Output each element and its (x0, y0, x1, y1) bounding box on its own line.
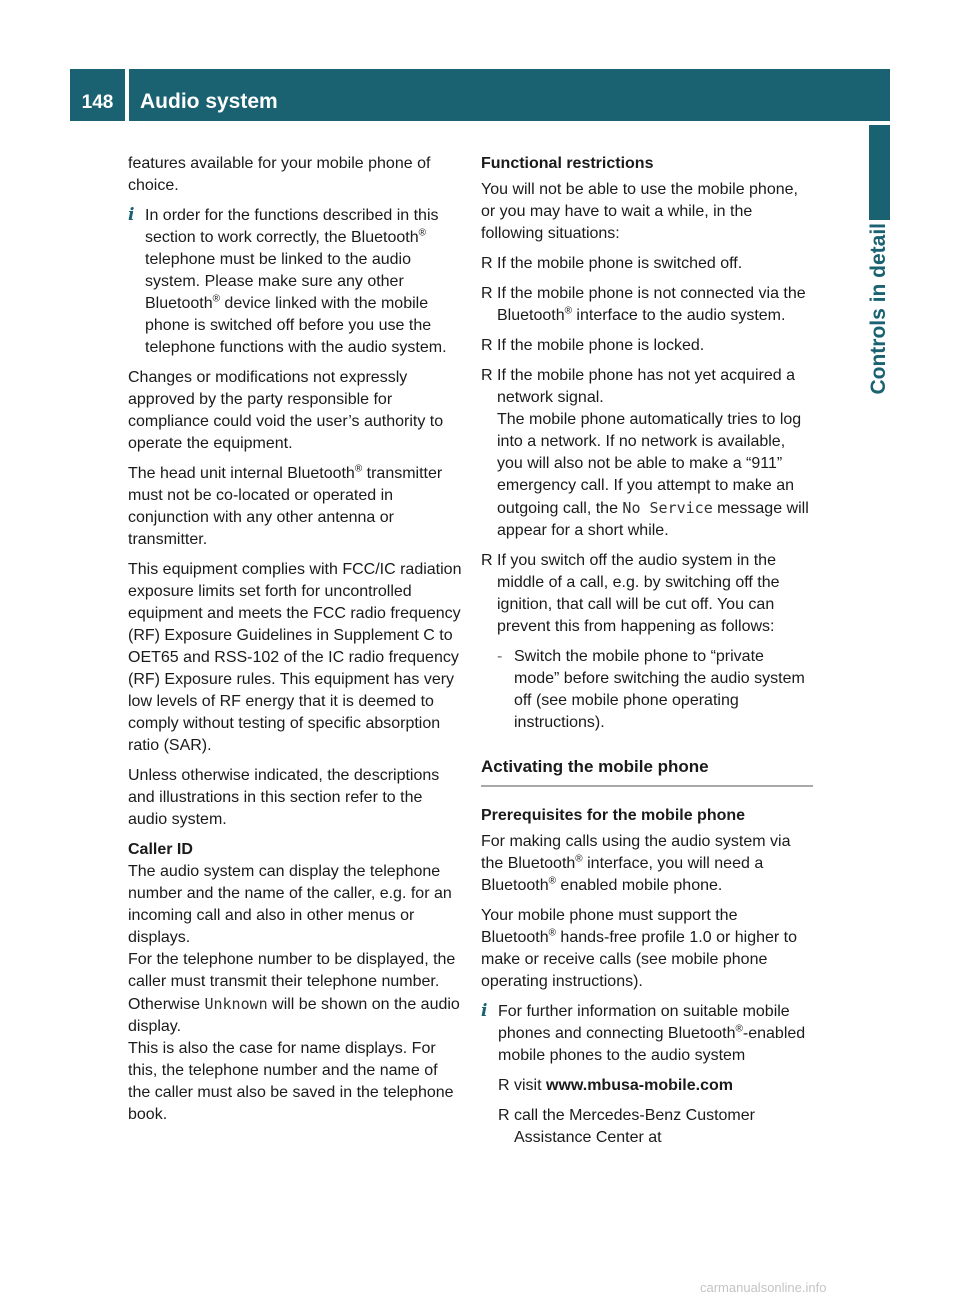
bullet-icon: R (481, 285, 493, 302)
bullet-icon: R (481, 255, 493, 272)
list-text: The mobile phone automatically tries to log into a network. If no network is available, you will also not be able to make a “911” emergency call. If you attempt to make an outgoing call, the (497, 411, 802, 517)
paragraph-text: hands-free profile 1.0 or higher to make or receive calls (see mobile phone operating instructions). (481, 929, 798, 990)
list-item (481, 253, 813, 275)
list-item (481, 335, 813, 357)
paragraph (128, 463, 462, 551)
registered-mark: ® (548, 927, 556, 939)
functional-restrictions-heading: Functional restrictions (481, 155, 654, 172)
info-text: For further information on suitable mobile phones and connecting Bluetooth (498, 1003, 790, 1042)
section-heading: Activating the mobile phone (481, 756, 813, 787)
list-text: call the Mercedes-Benz Customer Assistance Center at (514, 1107, 755, 1146)
list-text: visit (514, 1077, 546, 1094)
registered-mark: ® (548, 875, 556, 887)
watermark: carmanualsonline.info (700, 1280, 827, 1295)
paragraph: Changes or modifications not expressly approved by the party responsible for compliance could void the user’s authority to operate the equipment. (128, 369, 444, 452)
bullet-icon: R (498, 1107, 510, 1124)
display-text-no-service: No Service (622, 499, 713, 517)
paragraph: Unless otherwise indicated, the descriptions and illustrations in this section refer to the audio system. (128, 767, 440, 828)
info-text: -enabled mobile phones to the audio system (498, 1025, 806, 1064)
paragraph: features available for your mobile phone of choice. (128, 155, 431, 194)
list-item (498, 1075, 813, 1097)
list-text: If the mobile phone is locked. (497, 337, 705, 354)
list-text: message will appear for a short while. (497, 500, 809, 539)
prerequisites-heading: Prerequisites for the mobile phone (481, 807, 746, 824)
registered-mark: ® (735, 1023, 743, 1035)
list-text: If the mobile phone has not yet acquired a network signal. (497, 367, 795, 406)
info-text: device linked with the mobile phone is switched off before you use the telephone functions with the audio system. (145, 295, 447, 356)
website-link[interactable]: www.mbusa-mobile.com (546, 1077, 733, 1094)
paragraph-text: Your mobile phone must support the Bluetooth (481, 907, 738, 946)
paragraph-text: For the telephone number to be displayed, the caller must transmit their telephone number. Otherwise (128, 951, 456, 1013)
registered-mark: ® (354, 463, 363, 475)
info-icon: i (128, 205, 135, 225)
list-text: If the mobile phone is switched off. (497, 255, 743, 272)
bullet-icon: R (481, 337, 493, 354)
paragraph-text: transmitter must not be co-located or operated in conjunction with any other antenna or transmitter. (128, 465, 443, 548)
list-subparagraph (497, 409, 813, 542)
paragraph (481, 905, 813, 993)
list-text: Switch the mobile phone to “private mode” before switching the audio system off (see mobile phone operating instructions). (514, 648, 805, 731)
paragraph (128, 949, 462, 1038)
paragraph: You will not be able to use the mobile phone, or you may have to wait a while, in the following situations: (481, 181, 798, 242)
page-number: 148 (70, 69, 125, 121)
side-tab-label: Controls in detail (867, 223, 890, 395)
caller-id-heading: Caller ID (128, 841, 193, 858)
paragraph (481, 831, 813, 897)
list-text: If you switch off the audio system in the middle of a call, e.g. by switching off the ignition, that call will be cut off. You can prevent this from happening as follows: (497, 552, 780, 635)
paragraph: The audio system can display the telephone number and the name of the caller, e.g. for an incoming call and also in other menus or displays. (128, 863, 452, 946)
list-item (498, 1105, 813, 1149)
registered-mark: ® (564, 305, 572, 317)
paragraph-text: enabled mobile phone. (555, 877, 723, 894)
paragraph-text: will be shown on the audio display. (128, 996, 460, 1035)
paragraph-text: interface, you will need a Bluetooth (481, 855, 764, 894)
sub-list-item (481, 646, 813, 734)
display-text-unknown: Unknown (204, 995, 268, 1013)
list-item (481, 283, 813, 327)
registered-mark: ® (575, 853, 583, 865)
list-item (481, 365, 813, 542)
list-item (481, 550, 813, 638)
info-note (481, 1001, 813, 1149)
dash-icon: - (497, 648, 503, 665)
paragraph: This is also the case for name displays. For this, the telephone number and the name of the caller must also be saved in the telephone book. (128, 1040, 454, 1123)
info-text: In order for the functions described in this section to work correctly, the Bluetooth (145, 207, 439, 246)
paragraph: This equipment complies with FCC/IC radiation exposure limits set forth for uncontrolled equipment and meets the FCC radio frequency (RF) Exposure Guidelines in Supplement C to OET65 and RSS-102 of the IC radio frequency (RF) Exposure rules. This equipment has very low levels of RF energy that it is deemed to comply without testing of specific absorption ratio (SAR). (128, 561, 462, 754)
side-tab-marker (869, 125, 890, 220)
bullet-icon: R (498, 1077, 510, 1094)
page-title: Audio system (129, 69, 890, 121)
paragraph-text: The head unit internal Bluetooth (128, 465, 355, 482)
bullet-icon: R (481, 552, 493, 569)
right-column (481, 153, 813, 1157)
registered-mark: ® (418, 227, 426, 239)
info-note (128, 205, 462, 359)
paragraph-text: For making calls using the audio system via the Bluetooth (481, 833, 791, 872)
list-text: If the mobile phone is not connected via the Bluetooth (497, 285, 806, 324)
info-text: telephone must be linked to the audio system. Please make sure any other Bluetooth (145, 251, 411, 312)
info-icon: i (481, 1001, 488, 1021)
left-column (128, 153, 462, 1134)
bullet-icon: R (481, 367, 493, 384)
registered-mark: ® (212, 293, 220, 305)
list-text: interface to the audio system. (571, 307, 786, 324)
